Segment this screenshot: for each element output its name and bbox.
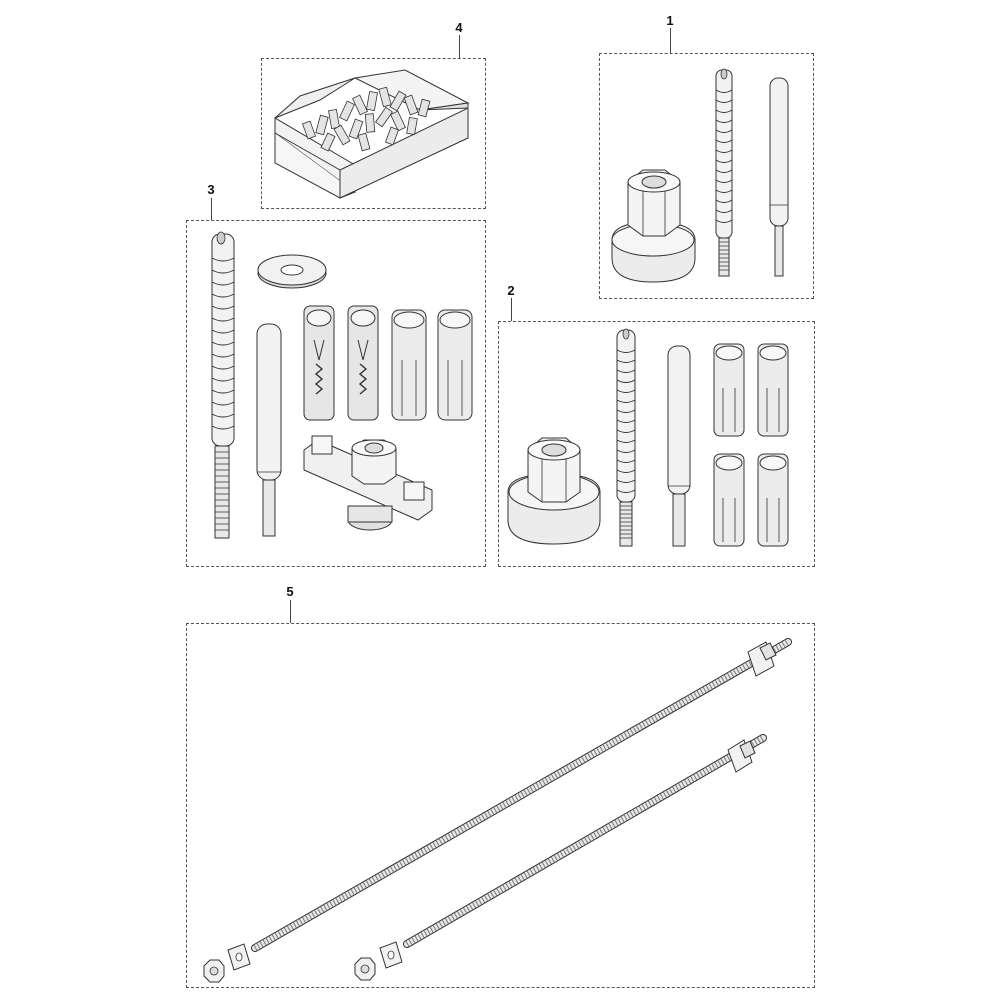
- kit-2-anchor-nut-base: [508, 438, 600, 544]
- kit-3-washer: [258, 255, 326, 288]
- kit-2-expansion-sleeves: [714, 344, 788, 546]
- kit-1-callout: 1: [666, 13, 674, 28]
- kit-3-setting-pin: [257, 324, 281, 536]
- kit-3-wedge-anchors: [304, 306, 378, 420]
- kit-2-callout: 2: [507, 283, 515, 298]
- kit-5-hex-nuts: [204, 958, 375, 982]
- kit-2-threaded-bolt: [617, 329, 635, 546]
- kit-3-callout: 3: [207, 182, 215, 197]
- kit-4-callout: 4: [455, 20, 463, 35]
- kit-3-clamp-plate: [304, 436, 432, 530]
- kit-1-setting-pin: [770, 78, 788, 276]
- kit-1-threaded-bolt: [716, 69, 732, 276]
- kit-3-threaded-bolt: [212, 232, 234, 538]
- kit-3-expansion-sleeves: [392, 310, 472, 420]
- kit-5-callout: 5: [286, 584, 294, 599]
- kit-1-anchor-nut-base: [612, 170, 695, 282]
- kit-4-box-of-anchors: [275, 70, 468, 198]
- kit-2-setting-pin: [668, 346, 690, 546]
- kit-5-threaded-rod-short: [407, 738, 763, 944]
- kit-5-threaded-rod-long: [255, 642, 788, 948]
